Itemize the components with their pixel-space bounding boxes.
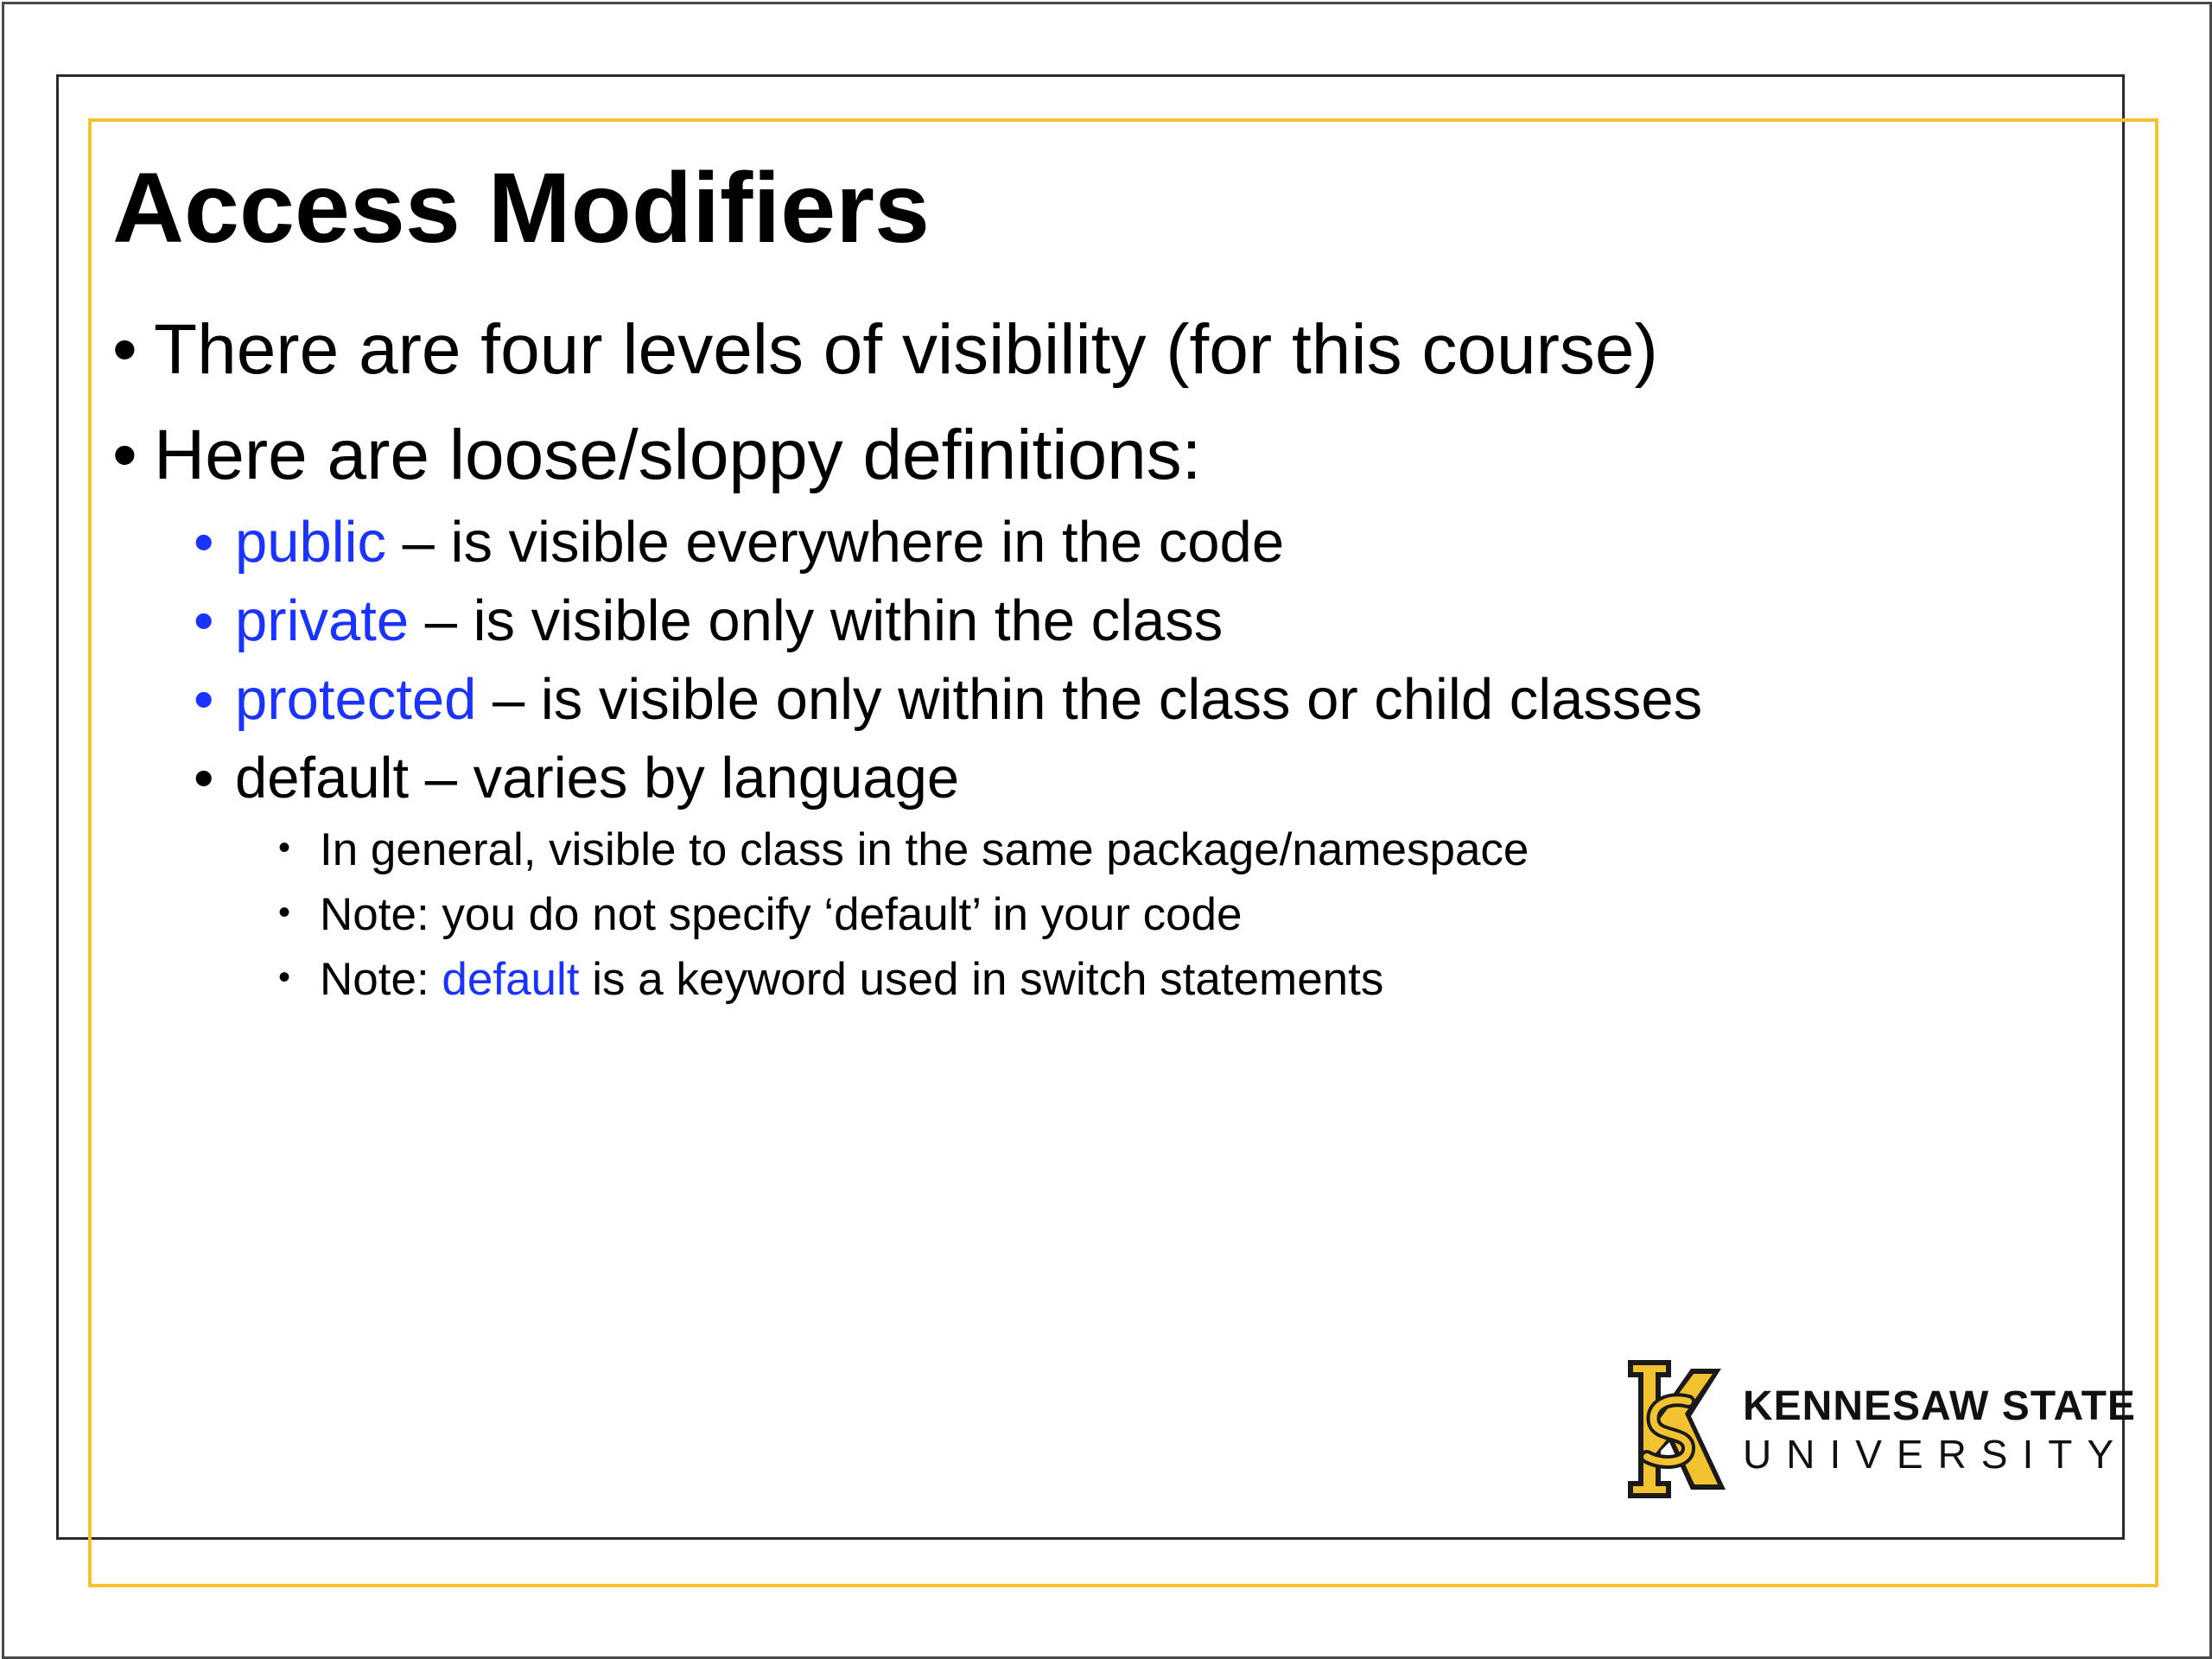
sub-note-item [278, 888, 1243, 941]
bullet-dot: • [112, 416, 137, 494]
keyword-protected: protected [235, 667, 477, 732]
bullet-dot: • [278, 958, 291, 996]
sub-note-suffix: is a keyword used in switch statements [579, 954, 1384, 1005]
bullet-item [112, 309, 1658, 391]
sub-note-item [278, 823, 1529, 876]
sub-note-item [278, 953, 1383, 1006]
bullet-dot: • [194, 667, 214, 732]
bullet-dot: • [278, 893, 291, 931]
bullet-dot: • [194, 510, 214, 575]
bullet-dot: • [278, 829, 291, 867]
logo-line-1: KENNESAW STATE [1743, 1383, 2136, 1429]
sub-note-text: In general, visible to class in the same package/namespace [320, 824, 1529, 875]
ks-monogram-icon [1609, 1351, 1730, 1507]
definition-item-public [194, 509, 1284, 575]
definition-text: – is visible only within the class [409, 588, 1224, 653]
definition-item-private [194, 588, 1223, 654]
bullet-dot: • [194, 588, 214, 653]
definition-item-default [194, 745, 959, 811]
bullet-text: There are four levels of visibility (for this course) [154, 310, 1658, 389]
sub-note-prefix: Note: [320, 954, 442, 1005]
slide-title: Access Modifiers [112, 153, 930, 264]
bullet-text: Here are loose/sloppy definitions: [154, 416, 1202, 494]
definition-text: – is visible everywhere in the code [386, 510, 1285, 575]
keyword-default: default [442, 954, 580, 1005]
logo-line-2: UNIVERSITY [1743, 1432, 2129, 1477]
keyword-public: public [235, 510, 387, 575]
definition-item-protected [194, 666, 1702, 733]
bullet-dot: • [194, 746, 214, 810]
sub-note-text: Note: you do not specify ‘default’ in your code [320, 889, 1243, 940]
university-logo [1609, 1351, 2136, 1507]
keyword-private: private [235, 588, 410, 653]
bullet-dot: • [112, 310, 137, 389]
definition-text: – is visible only within the class or child classes [476, 667, 1703, 732]
bullet-item [112, 415, 1201, 496]
definition-text: default – varies by language [235, 746, 960, 810]
